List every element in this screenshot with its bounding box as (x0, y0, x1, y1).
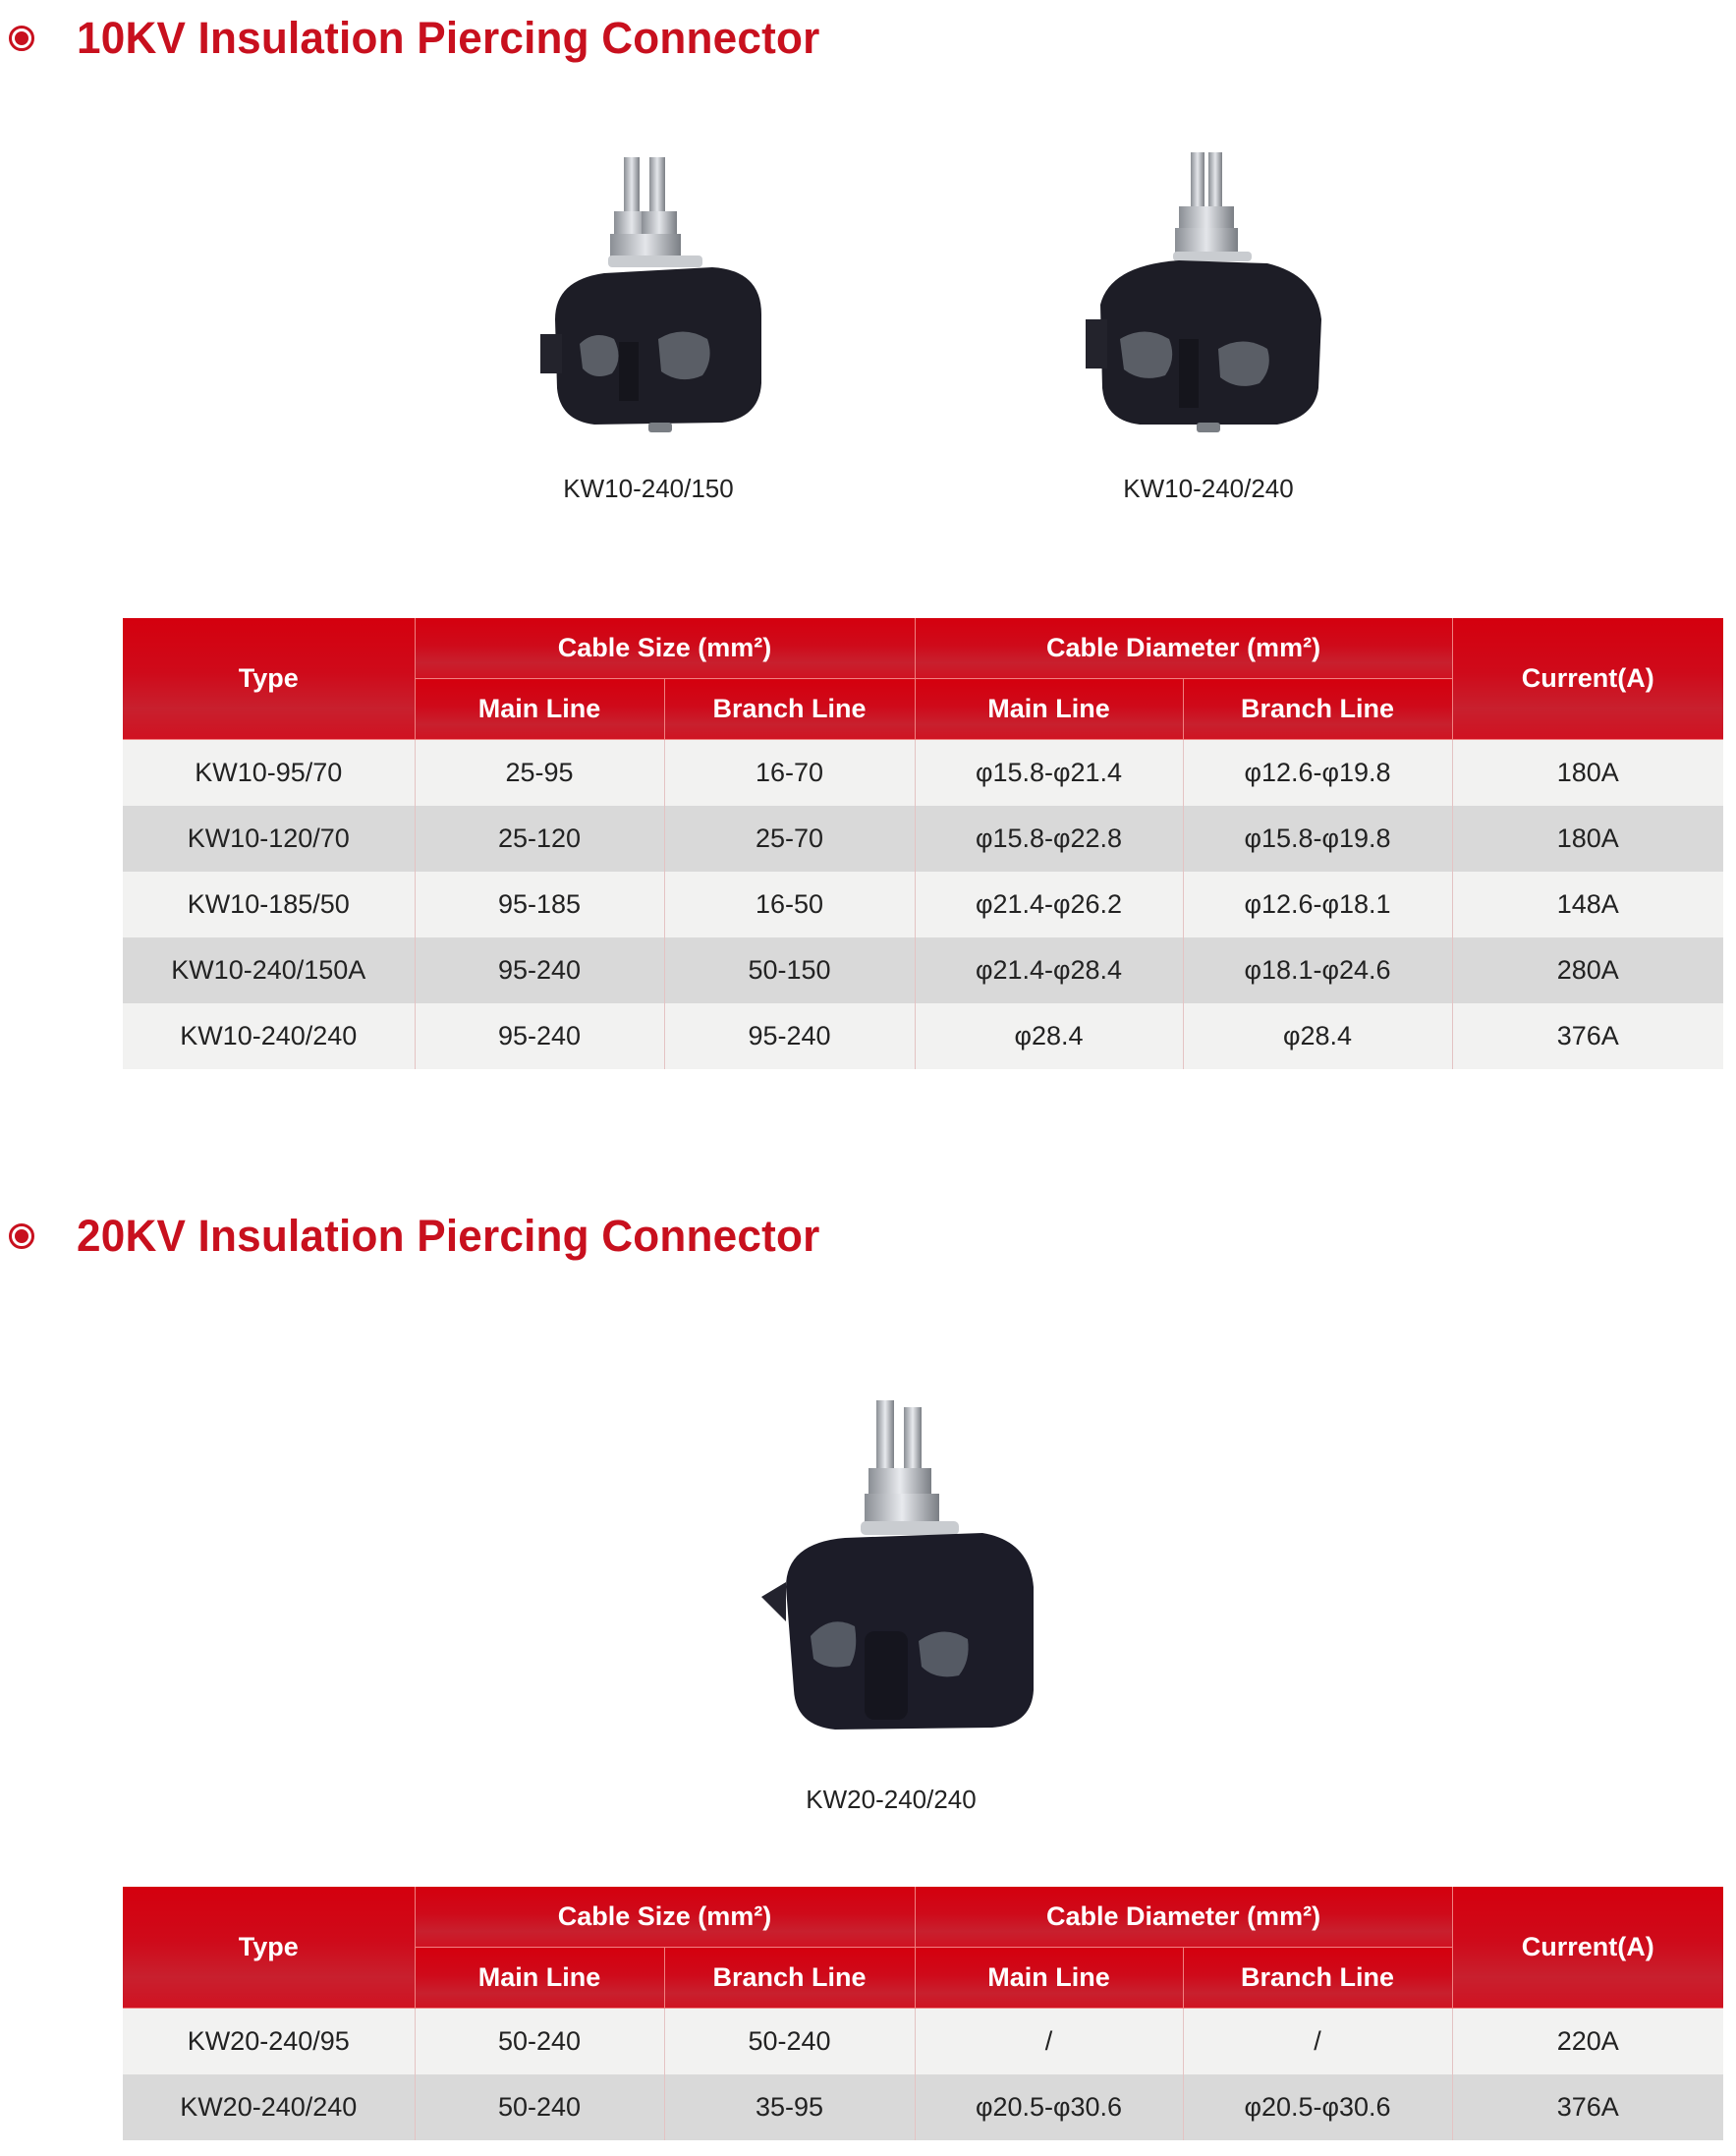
cell-size-branch: 16-50 (664, 872, 915, 937)
cell-type: KW10-240/150A (123, 937, 415, 1003)
column-header-size-branch-line: Branch Line (664, 1948, 915, 2009)
cell-diameter-branch: φ18.1-φ24.6 (1183, 937, 1452, 1003)
product-caption: KW10-240/150 (563, 474, 734, 503)
column-header-cable-size: Cable Size (mm²) (415, 618, 915, 679)
cell-type: KW10-240/240 (123, 1003, 415, 1069)
cell-size-main: 95-240 (415, 1003, 664, 1069)
column-header-diameter-branch-line: Branch Line (1183, 1948, 1452, 2009)
cell-size-main: 95-185 (415, 872, 664, 937)
table-row (123, 872, 1723, 937)
product-caption: KW10-240/240 (1123, 474, 1294, 503)
cell-diameter-main: φ15.8-φ21.4 (915, 740, 1183, 807)
target-bullet-icon (9, 26, 34, 51)
cell-diameter-main: φ20.5-φ30.6 (915, 2074, 1183, 2140)
cell-size-branch: 25-70 (664, 806, 915, 872)
cell-diameter-branch: / (1183, 2009, 1452, 2075)
cell-diameter-branch: φ12.6-φ18.1 (1183, 872, 1452, 937)
section-heading: 10KV Insulation Piercing Connector (77, 13, 820, 63)
cell-size-branch: 50-240 (664, 2009, 915, 2075)
cell-diameter-branch: φ12.6-φ19.8 (1183, 740, 1452, 807)
column-header-type: Type (123, 618, 415, 740)
column-header-diameter-main-line: Main Line (915, 679, 1183, 740)
product-caption: KW20-240/240 (806, 1785, 977, 1814)
cell-current: 180A (1452, 740, 1723, 807)
cell-type: KW10-185/50 (123, 872, 415, 937)
cell-size-main: 50-240 (415, 2009, 664, 2075)
cell-size-main: 25-120 (415, 806, 664, 872)
cell-size-branch: 50-150 (664, 937, 915, 1003)
cell-diameter-branch: φ28.4 (1183, 1003, 1452, 1069)
column-header-type: Type (123, 1887, 415, 2009)
table-row (123, 740, 1723, 807)
cell-size-branch: 95-240 (664, 1003, 915, 1069)
cell-size-main: 50-240 (415, 2074, 664, 2140)
table-row (123, 806, 1723, 872)
column-header-cable-diameter: Cable Diameter (mm²) (915, 618, 1452, 679)
cell-diameter-main: φ21.4-φ26.2 (915, 872, 1183, 937)
cell-diameter-main: φ15.8-φ22.8 (915, 806, 1183, 872)
column-header-cable-diameter: Cable Diameter (mm²) (915, 1887, 1452, 1948)
cell-diameter-branch: φ20.5-φ30.6 (1183, 2074, 1452, 2140)
cell-size-branch: 16-70 (664, 740, 915, 807)
cell-diameter-main: φ28.4 (915, 1003, 1183, 1069)
cell-type: KW10-120/70 (123, 806, 415, 872)
cell-current: 148A (1452, 872, 1723, 937)
product-image-kw10-240-240 (1081, 147, 1331, 442)
cell-type: KW20-240/95 (123, 2009, 415, 2075)
spec-table-20kv (123, 1887, 1723, 2140)
cell-size-branch: 35-95 (664, 2074, 915, 2140)
table-row (123, 2074, 1723, 2140)
column-header-size-branch-line: Branch Line (664, 679, 915, 740)
table-row (123, 1003, 1723, 1069)
column-header-cable-size: Cable Size (mm²) (415, 1887, 915, 1948)
product-image-kw10-240-150 (535, 147, 781, 442)
insulation-piercing-connector-photo (1081, 147, 1331, 442)
cell-current: 376A (1452, 2074, 1723, 2140)
table-row (123, 937, 1723, 1003)
cell-diameter-branch: φ15.8-φ19.8 (1183, 806, 1452, 872)
cell-current: 220A (1452, 2009, 1723, 2075)
cell-diameter-main: / (915, 2009, 1183, 2075)
column-header-size-main-line: Main Line (415, 679, 664, 740)
cell-size-main: 95-240 (415, 937, 664, 1003)
cell-current: 280A (1452, 937, 1723, 1003)
column-header-current: Current(A) (1452, 618, 1723, 740)
cell-current: 376A (1452, 1003, 1723, 1069)
target-bullet-icon (9, 1223, 34, 1249)
cell-diameter-main: φ21.4-φ28.4 (915, 937, 1183, 1003)
cell-type: KW20-240/240 (123, 2074, 415, 2140)
cell-size-main: 25-95 (415, 740, 664, 807)
column-header-diameter-main-line: Main Line (915, 1948, 1183, 2009)
insulation-piercing-connector-photo (756, 1395, 1051, 1734)
spec-table-10kv (123, 618, 1723, 1069)
column-header-size-main-line: Main Line (415, 1948, 664, 2009)
column-header-diameter-branch-line: Branch Line (1183, 679, 1452, 740)
product-image-kw20-240-240 (756, 1395, 1051, 1734)
table-row (123, 2009, 1723, 2075)
insulation-piercing-connector-photo (535, 147, 781, 442)
section-heading: 20KV Insulation Piercing Connector (77, 1211, 820, 1261)
column-header-current: Current(A) (1452, 1887, 1723, 2009)
cell-current: 180A (1452, 806, 1723, 872)
cell-type: KW10-95/70 (123, 740, 415, 807)
